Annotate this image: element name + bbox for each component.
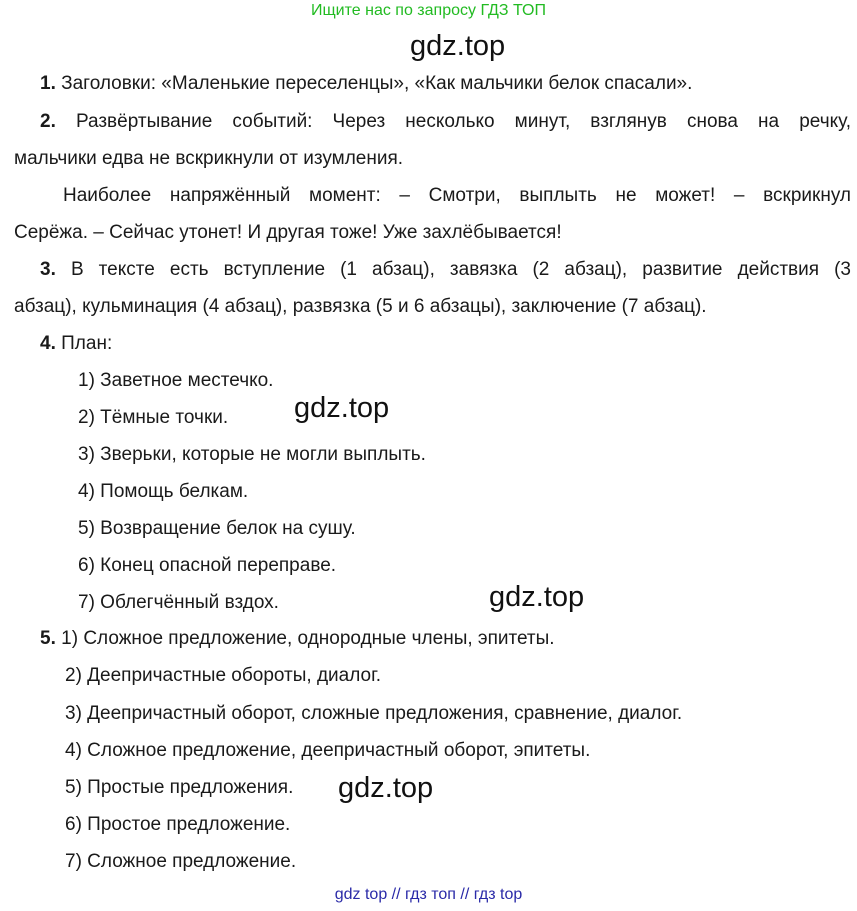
plan-item: 6) Конец опасной переправе. [78, 555, 337, 576]
answer-1 [40, 73, 692, 95]
answer-item: 7) Сложное предложение. [65, 851, 297, 872]
watermark: gdz.top [489, 581, 585, 613]
answer-text: Заголовки: «Маленькие переселенцы», «Как мальчики белок спасали». [61, 73, 693, 94]
answer-item: 4) Сложное предложение, деепричастный оборот, эпитеты. [65, 740, 591, 761]
plan-item: 3) Зверьки, которые не могли выплыть. [78, 444, 426, 465]
answer-number: 1. [40, 73, 56, 94]
answer-item: 2) Деепричастные обороты, диалог. [65, 665, 381, 686]
footer-link[interactable]: gdz top [334, 886, 388, 903]
plan-item: 4) Помощь белкам. [78, 481, 249, 502]
answer-item: 5) Простые предложения. [65, 777, 294, 798]
plan-item: 7) Облегчённый вздох. [78, 592, 279, 613]
watermark: gdz.top [338, 772, 434, 804]
answer-item: 6) Простое предложение. [65, 814, 291, 835]
answer-number: 2. [40, 111, 56, 132]
footer-link[interactable]: гдз top [473, 886, 523, 903]
watermark: gdz.top [410, 30, 506, 62]
footer-separator: // [391, 886, 401, 903]
plan-item: 1) Заветное местечко. [78, 370, 274, 391]
answer-3-line-2: абзац), кульминация (4 абзац), развязка (5 и 6 абзацы), заключение (7 абзац). [14, 296, 707, 317]
answer-2-line-1 [40, 111, 851, 133]
answer-2-line-2: мальчики едва не вскрикнули от изумления. [14, 148, 404, 169]
footer-links [0, 886, 857, 904]
footer-separator: // [460, 886, 470, 903]
answer-2-line-3: Наиболее напряжённый момент: – Смотри, выплыть не может! – вскрикнул [63, 185, 851, 206]
footer-link[interactable]: гдз топ [405, 886, 456, 903]
answer-text: В тексте есть вступление (1 абзац), завязка (2 абзац), развитие действия (3 [70, 259, 851, 280]
plan-item: 2) Тёмные точки. [78, 407, 229, 428]
answer-4-heading [40, 333, 112, 355]
answer-2-line-4: Серёжа. – Сейчас утонет! И другая тоже! Уже захлёбывается! [14, 222, 562, 243]
answer-number: 4. [40, 333, 56, 354]
watermark: gdz.top [294, 392, 390, 424]
answer-item: 3) Деепричастный оборот, сложные предложения, сравнение, диалог. [65, 703, 683, 724]
top-banner: Ищите нас по запросу ГДЗ ТОП [311, 2, 546, 19]
answer-number: 5. [40, 628, 56, 649]
answer-item: 1) Сложное предложение, однородные члены, эпитеты. [61, 628, 555, 649]
answer-number: 3. [40, 259, 56, 280]
plan-label: План: [61, 333, 113, 354]
answer-text: Развёртывание событий: Через несколько минут, взглянув снова на речку, [75, 111, 852, 132]
plan-item: 5) Возвращение белок на сушу. [78, 518, 356, 539]
answer-5-line-1 [40, 628, 555, 650]
answer-3-line-1 [40, 259, 851, 281]
